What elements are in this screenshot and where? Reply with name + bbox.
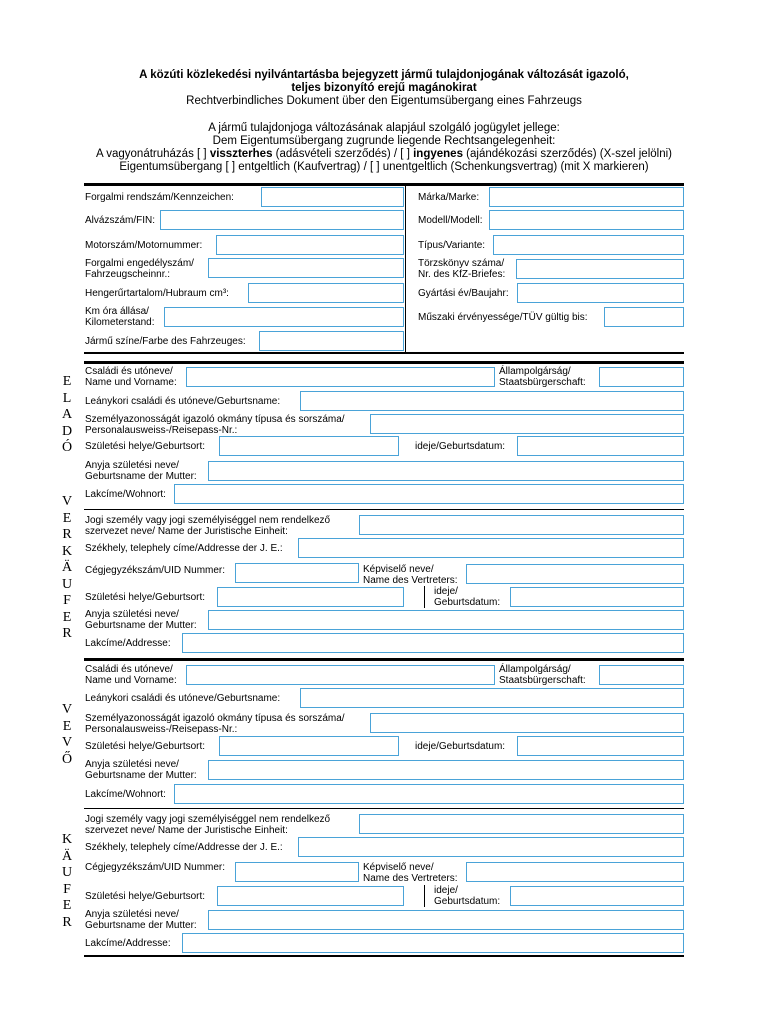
title-line-2: teljes bizonyító erejű magánokirat (291, 82, 477, 94)
seller-id-label-2: Personalausweiss-/Reisepass-Nr.: (85, 425, 238, 436)
type-paid: visszterhes (209, 148, 273, 160)
year-input[interactable] (517, 283, 684, 303)
type-prefix: A vagyonátruházás [ ] (96, 148, 207, 160)
type-suffix: (ajándékozási szerződés) (X-szel jelölni) (466, 148, 672, 160)
buyer-e-mother-input[interactable] (208, 910, 684, 930)
buyer-side-hu (58, 702, 76, 768)
buyer-address-input[interactable] (174, 784, 684, 804)
buyer-rep-input[interactable] (466, 862, 684, 882)
side-letter: F (63, 881, 71, 897)
seller-seat-input[interactable] (298, 538, 684, 558)
model-input[interactable] (489, 210, 684, 230)
km-label-2: Kilometerstand: (85, 317, 155, 328)
form-bottom-rule (84, 955, 684, 957)
buyer-seat-input[interactable] (298, 837, 684, 857)
seller-name-label-2: Name und Vorname: (85, 377, 177, 388)
reg-cert-label-2: Fahrzeugscheinnr.: (85, 269, 171, 280)
seller-birthdate-label: ideje/Geburtsdatum: (415, 441, 506, 452)
plate-input[interactable] (261, 187, 404, 207)
buyer-birthplace-label: Születési helye/Geburtsort: (85, 741, 206, 752)
make-label: Márka/Marke: (418, 192, 480, 203)
vehicle-divider (405, 186, 406, 353)
inspection-input[interactable] (604, 307, 684, 327)
title-line-1: A közúti közlekedési nyilvántartásba bejegyzett jármű tulajdonjogának változását igazoló, (139, 69, 629, 81)
km-input[interactable] (164, 307, 404, 327)
title-cert-input[interactable] (516, 259, 684, 279)
buyer-side-de (58, 832, 76, 931)
seller-name-label-1: Családi és utóneve/ (85, 366, 173, 377)
side-letter: E (62, 898, 72, 913)
fin-input[interactable] (160, 210, 404, 230)
buyer-id-input[interactable] (370, 713, 684, 733)
buyer-regno-label: Cégjegyzékszám/UID Nummer: (85, 862, 226, 873)
seller-id-label-1: Személyazonosságát igazoló okmány típusa és sorszáma/ (85, 414, 345, 425)
buyer-birthname-label: Leánykori családi és utóneve/Geburtsname: (85, 693, 281, 704)
buyer-entity-label-1: Jogi személy vagy jogi személyiséggel nem rendelkező (85, 814, 331, 825)
buyer-birthplace-input[interactable] (219, 736, 399, 756)
side-letter: D (61, 423, 73, 439)
title-cert-label-2: Nr. des KfZ-Briefes: (418, 269, 506, 280)
seller-regno-input[interactable] (235, 563, 359, 583)
buyer-e-birthplace-input[interactable] (217, 886, 404, 906)
buyer-mother-label-1: Anyja születési neve/ (85, 759, 179, 770)
basis-hu: A jármű tulajdonjoga változásának alapjául szolgáló jogügylet jellege: (208, 122, 560, 134)
buyer-e-address-input[interactable] (182, 933, 684, 953)
seller-mother-label-1: Anyja születési neve/ (85, 460, 179, 471)
buyer-mother-input[interactable] (208, 760, 684, 780)
buyer-name-input[interactable] (186, 665, 495, 685)
side-letter: R (62, 914, 72, 930)
buyer-e-birthdate-label-2: Geburtsdatum: (434, 896, 501, 907)
seller-top-rule (84, 361, 684, 364)
buyer-e-birthdate-label-1: ideje/ (434, 885, 458, 896)
side-letter: F (63, 593, 71, 608)
displacement-input[interactable] (248, 283, 404, 303)
transfer-type-hu (0, 147, 768, 161)
seller-e-birthdate-label-2: Geburtsdatum: (434, 597, 501, 608)
side-letter: V (61, 494, 73, 509)
seller-birthplace-label: Születési helye/Geburtsort: (85, 441, 206, 452)
type-mid: (adásvételi szerződés) / [ ] (275, 148, 410, 160)
title-cert-label-1: Törzskönyv száma/ (418, 258, 505, 269)
side-letter: Ä (61, 848, 73, 864)
side-letter: V (61, 702, 73, 717)
vehicle-bottom-rule (84, 352, 684, 354)
side-letter: E (62, 374, 72, 389)
buyer-birthdate-label: ideje/Geburtsdatum: (415, 741, 506, 752)
seller-side-de (58, 494, 76, 643)
buyer-e-mother-label-2: Geburtsname der Mutter: (85, 920, 197, 931)
variant-label: Típus/Variante: (418, 240, 486, 251)
seller-e-date-divider (424, 586, 425, 608)
plate-label: Forgalmi rendszám/Kennzeichen: (85, 192, 234, 203)
seller-birthplace-input[interactable] (219, 436, 399, 456)
basis-de: Dem Eigentumsübergang zugrunde liegende Rechtsangelegenheit: (212, 135, 556, 147)
buyer-citizen-input[interactable] (599, 665, 684, 685)
seller-e-birthplace-input[interactable] (217, 587, 404, 607)
side-letter: E (62, 510, 72, 526)
reg-cert-input[interactable] (208, 258, 404, 278)
seller-regno-label: Cégjegyzékszám/UID Nummer: (85, 565, 226, 576)
buyer-seat-label: Székhely, telephely címe/Addresse der J. E.: (85, 842, 283, 853)
side-letter: E (62, 609, 72, 625)
seller-mother-label-2: Geburtsname der Mutter: (85, 471, 197, 482)
seller-address-input[interactable] (174, 484, 684, 504)
seller-rep-label-2: Name des Vertreters: (363, 575, 458, 586)
seller-name-input[interactable] (186, 367, 495, 387)
seller-e-address-label: Lakcíme/Addresse: (85, 638, 171, 649)
buyer-id-label-2: Personalausweiss-/Reisepass-Nr.: (85, 724, 238, 735)
seller-e-mother-input[interactable] (208, 610, 684, 630)
buyer-entity-input[interactable] (359, 814, 684, 834)
buyer-birthname-input[interactable] (300, 688, 684, 708)
side-letter: E (62, 718, 72, 734)
buyer-mother-label-2: Geburtsname der Mutter: (85, 770, 197, 781)
seller-birthname-input[interactable] (300, 391, 684, 411)
seller-seat-label: Székhely, telephely címe/Addresse der J. E.: (85, 543, 283, 554)
side-letter: K (61, 832, 73, 847)
seller-birthname-label: Leánykori családi és utóneve/Geburtsname: (85, 396, 281, 407)
seller-e-birthdate-input[interactable] (510, 587, 684, 607)
color-input[interactable] (259, 331, 404, 351)
displacement-label: Hengerűrtartalom/Hubraum cm³: (85, 288, 229, 299)
seller-entity-input[interactable] (359, 515, 684, 535)
inspection-label: Műszaki érvényessége/TÜV gültig bis: (418, 312, 588, 323)
model-label: Modell/Modell: (418, 215, 483, 226)
buyer-birthdate-input[interactable] (517, 736, 684, 756)
buyer-name-label-1: Családi és utóneve/ (85, 664, 173, 675)
seller-id-input[interactable] (370, 414, 684, 434)
fin-label: Alvázszám/FIN: (85, 215, 156, 226)
buyer-citizen-label-1: Állampolgárság/ (499, 664, 571, 675)
buyer-rep-label-2: Name des Vertreters: (363, 873, 458, 884)
seller-citizen-label-1: Állampolgárság/ (499, 366, 571, 377)
side-letter: R (62, 527, 72, 542)
engine-input[interactable] (216, 235, 404, 255)
buyer-entity-label-2: szervezet neve/ Name der Juristische Einheit: (85, 825, 288, 836)
seller-rep-input[interactable] (466, 564, 684, 584)
side-letter: V (61, 735, 73, 750)
buyer-rep-label-1: Képviselő neve/ (363, 862, 434, 873)
side-letter: Ó (61, 440, 73, 455)
side-letter: L (62, 390, 72, 406)
seller-entity-label-1: Jogi személy vagy jogi személyiséggel nem rendelkező (85, 515, 331, 526)
buyer-citizen-label-2: Staatsbürgerschaft: (499, 675, 586, 686)
engine-label: Motorszám/Motornummer: (85, 240, 203, 251)
color-label: Jármű színe/Farbe des Fahrzeuges: (85, 336, 246, 347)
side-letter: Ä (61, 560, 73, 575)
buyer-address-label: Lakcíme/Wohnort: (85, 789, 166, 800)
seller-entity-rule (84, 509, 684, 510)
buyer-e-date-divider (424, 885, 425, 907)
seller-citizen-label-2: Staatsbürgerschaft: (499, 377, 586, 388)
side-letter: R (62, 626, 72, 641)
seller-mother-input[interactable] (208, 461, 684, 481)
buyer-entity-rule (84, 808, 684, 809)
year-label: Gyártási év/Baujahr: (418, 288, 509, 299)
buyer-regno-input[interactable] (235, 862, 359, 882)
seller-e-birthdate-label-1: ideje/ (434, 586, 458, 597)
seller-birthdate-input[interactable] (517, 436, 684, 456)
buyer-name-label-2: Name und Vorname: (85, 675, 177, 686)
make-input[interactable] (489, 187, 684, 207)
type-free: ingyenes (413, 148, 463, 160)
side-letter: K (61, 543, 73, 559)
seller-entity-label-2: szervezet neve/ Name der Juristische Einheit: (85, 526, 288, 537)
variant-input[interactable] (493, 235, 684, 255)
side-letter: A (61, 407, 73, 422)
seller-e-mother-label-1: Anyja születési neve/ (85, 609, 179, 620)
buyer-e-mother-label-1: Anyja születési neve/ (85, 909, 179, 920)
side-letter: Ő (61, 751, 73, 767)
buyer-id-label-1: Személyazonosságát igazoló okmány típusa és sorszáma/ (85, 713, 345, 724)
buyer-top-rule (84, 658, 684, 661)
seller-side-hu (58, 374, 76, 457)
vehicle-top-rule (84, 183, 684, 186)
seller-address-label: Lakcíme/Wohnort: (85, 489, 166, 500)
buyer-e-birthplace-label: Születési helye/Geburtsort: (85, 891, 206, 902)
seller-e-address-input[interactable] (182, 633, 684, 653)
seller-rep-label-1: Képviselő neve/ (363, 564, 434, 575)
transfer-type-de: Eigentumsübergang [ ] entgeltlich (Kaufvertrag) / [ ] unentgeltlich (Schenkungsvertrag) (mit X markieren) (119, 161, 649, 173)
side-letter: U (61, 865, 73, 880)
side-letter: U (61, 576, 73, 592)
seller-e-mother-label-2: Geburtsname der Mutter: (85, 620, 197, 631)
seller-citizen-input[interactable] (599, 367, 684, 387)
km-label-1: Km óra állása/ (85, 306, 149, 317)
buyer-e-birthdate-input[interactable] (510, 886, 684, 906)
seller-e-birthplace-label: Születési helye/Geburtsort: (85, 592, 206, 603)
buyer-e-address-label: Lakcíme/Addresse: (85, 938, 171, 949)
title-german: Rechtverbindliches Dokument über den Eigentumsübergang eines Fahrzeugs (186, 95, 582, 107)
reg-cert-label-1: Forgalmi engedélyszám/ (85, 258, 194, 269)
